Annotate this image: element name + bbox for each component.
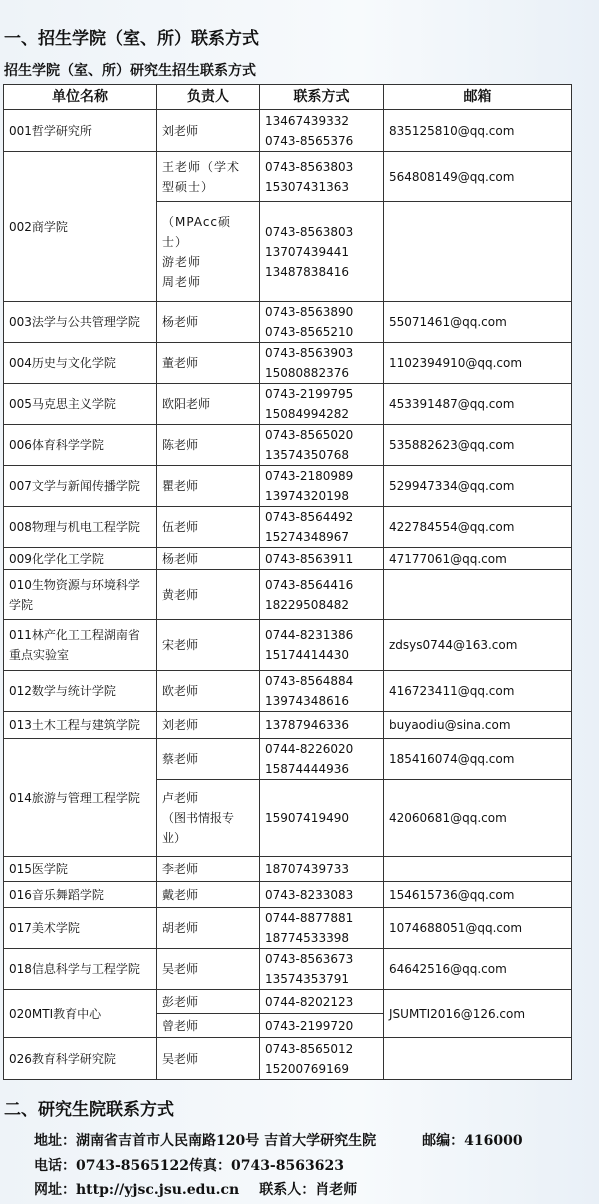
person-line: （图书情报专 — [162, 811, 235, 825]
phone-line: 0743-8563673 — [265, 952, 354, 966]
phone-line: 0743-8563911 — [265, 551, 354, 566]
person-line: 业） — [162, 831, 187, 845]
phone-line: 13574353791 — [265, 972, 349, 986]
phone-line: 15200769169 — [265, 1061, 349, 1076]
table-row — [4, 302, 572, 343]
table-row — [4, 384, 572, 425]
phone-cell — [260, 466, 384, 507]
email-cell[interactable]: 47177061@qq.com — [384, 548, 572, 570]
person-line: 欧老师 — [162, 684, 199, 698]
phone-line: 0743-8565210 — [265, 325, 354, 339]
email-cell[interactable]: 416723411@qq.com — [384, 671, 572, 712]
phone-line: 13974348616 — [265, 694, 349, 708]
phone-line: 13707439441 — [265, 244, 349, 259]
postcode-value: 416000 — [464, 1133, 523, 1149]
email-cell[interactable]: 42060681@qq.com — [384, 780, 572, 857]
phone-line: 18707439733 — [265, 862, 349, 876]
person-line: 游老师 — [162, 254, 202, 269]
unit-name-cell: 020MTI教育中心 — [4, 990, 157, 1038]
postcode-label: 邮编： — [422, 1133, 465, 1149]
table-row — [4, 466, 572, 507]
email-cell[interactable]: 535882623@qq.com — [384, 425, 572, 466]
table-row — [4, 548, 572, 570]
person-line: （MPAcc硕 — [162, 214, 232, 229]
phone-line: 0743-8565012 — [265, 1041, 354, 1056]
header-email: 邮箱 — [384, 85, 572, 110]
phone-line: 15174414430 — [265, 648, 349, 662]
phone-cell — [260, 343, 384, 384]
email-cell[interactable]: 835125810@qq.com — [384, 110, 572, 152]
person-line: 杨老师 — [162, 315, 199, 329]
person-line: 彭老师 — [162, 994, 199, 1009]
person-cell — [157, 1038, 260, 1080]
person-cell — [157, 110, 260, 152]
phone-line: 0744-8202123 — [265, 994, 354, 1009]
phone-line: 18774533398 — [265, 931, 349, 945]
person-line: 士） — [162, 234, 189, 249]
table-header-row — [4, 85, 572, 110]
phone-cell — [260, 908, 384, 949]
table-row — [4, 343, 572, 384]
unit-name-cell: 004历史与文化学院 — [4, 343, 157, 384]
table-row — [4, 671, 572, 712]
table-row — [4, 739, 572, 780]
person-cell — [157, 507, 260, 548]
unit-name-cell: 016音乐舞蹈学院 — [4, 882, 157, 908]
unit-name-cell: 018信息科学与工程学院 — [4, 949, 157, 990]
email-cell[interactable]: 422784554@qq.com — [384, 507, 572, 548]
phone-line: 0743-2180989 — [265, 469, 354, 483]
phone-line: 0743-8233083 — [265, 887, 354, 902]
person-cell — [157, 908, 260, 949]
phone-line: 0743-2199795 — [265, 387, 354, 401]
phone-value: 0743-8565122 — [76, 1158, 189, 1174]
email-cell[interactable]: 64642516@qq.com — [384, 949, 572, 990]
person-line: 陈老师 — [162, 438, 199, 452]
table-row — [4, 425, 572, 466]
person-line: 黄老师 — [162, 587, 199, 602]
phone-line — [34, 1155, 344, 1175]
unit-name-cell: 014旅游与管理工程学院 — [4, 739, 157, 857]
person-cell — [157, 548, 260, 570]
person-line: 伍老师 — [162, 520, 199, 534]
person-line: 欧阳老师 — [162, 397, 211, 411]
email-cell[interactable]: zdsys0744@163.com — [384, 620, 572, 671]
person-line: 胡老师 — [162, 921, 199, 935]
phone-line: 15080882376 — [265, 366, 349, 380]
email-cell[interactable]: 564808149@qq.com — [384, 152, 572, 202]
contact-value: 肖老师 — [315, 1182, 358, 1198]
phone-line: 13974320198 — [265, 489, 349, 503]
phone-line: 0743-2199720 — [265, 1018, 354, 1033]
phone-cell — [260, 152, 384, 202]
header-person: 负责人 — [157, 85, 260, 110]
person-line: 戴老师 — [162, 887, 199, 902]
fax-label: 传真： — [188, 1158, 231, 1174]
contact-label: 联系人： — [259, 1182, 316, 1198]
person-line: 吴老师 — [162, 962, 199, 976]
email-cell[interactable]: 453391487@qq.com — [384, 384, 572, 425]
table-row — [4, 857, 572, 882]
phone-line: 0743-8565020 — [265, 428, 354, 442]
person-cell — [157, 620, 260, 671]
person-cell — [157, 152, 260, 202]
phone-cell — [260, 712, 384, 739]
person-line: 蔡老师 — [162, 752, 199, 766]
phone-cell — [260, 620, 384, 671]
website-line — [34, 1179, 357, 1199]
phone-line: 15084994282 — [265, 407, 349, 421]
table-row — [4, 570, 572, 620]
email-cell[interactable]: 185416074@qq.com — [384, 739, 572, 780]
table-row — [4, 507, 572, 548]
phone-cell — [260, 990, 384, 1014]
table-row — [4, 990, 572, 1014]
person-line: 杨老师 — [162, 551, 199, 566]
phone-line: 15307431363 — [265, 179, 349, 194]
phone-cell — [260, 507, 384, 548]
address-label: 地址： — [34, 1133, 76, 1149]
table-row — [4, 152, 572, 202]
unit-name-cell: 013土木工程与建筑学院 — [4, 712, 157, 739]
unit-name-cell: 015医学院 — [4, 857, 157, 882]
person-line: 周老师 — [162, 274, 202, 289]
header-unit: 单位名称 — [4, 85, 157, 110]
email-cell[interactable]: 529947334@qq.com — [384, 466, 572, 507]
email-cell[interactable]: 154615736@qq.com — [384, 882, 572, 908]
unit-name-cell: 009化学化工学院 — [4, 548, 157, 570]
unit-name-cell: 012数学与统计学院 — [4, 671, 157, 712]
phone-cell — [260, 570, 384, 620]
person-cell — [157, 671, 260, 712]
table-title: 招生学院（室、所）研究生招生联系方式 — [4, 63, 256, 79]
email-cell — [384, 202, 572, 302]
phone-line: 15907419490 — [265, 811, 349, 825]
phone-line: 0743-8565376 — [265, 133, 354, 148]
person-cell — [157, 882, 260, 908]
phone-line: 0743-8564884 — [265, 674, 354, 688]
phone-line: 0743-8563803 — [265, 224, 354, 239]
phone-line: 0743-8564416 — [265, 577, 354, 592]
unit-name-cell: 017美术学院 — [4, 908, 157, 949]
person-cell — [157, 712, 260, 739]
phone-line: 0744-8226020 — [265, 742, 354, 756]
person-cell — [157, 780, 260, 857]
phone-line: 13787946336 — [265, 718, 349, 732]
table-row — [4, 620, 572, 671]
phone-cell — [260, 857, 384, 882]
person-cell — [157, 570, 260, 620]
email-cell[interactable]: 55071461@qq.com — [384, 302, 572, 343]
phone-line: 0744-8877881 — [265, 911, 354, 925]
phone-cell — [260, 425, 384, 466]
person-line: 董老师 — [162, 356, 199, 370]
phone-cell — [260, 110, 384, 152]
phone-cell — [260, 780, 384, 857]
person-cell — [157, 466, 260, 507]
address-line — [34, 1130, 523, 1150]
phone-cell — [260, 949, 384, 990]
person-cell — [157, 425, 260, 466]
phone-line: 13487838416 — [265, 264, 349, 279]
unit-name-cell: 008物理与机电工程学院 — [4, 507, 157, 548]
unit-name-cell: 003法学与公共管理学院 — [4, 302, 157, 343]
person-cell — [157, 990, 260, 1014]
phone-line: 13574350768 — [265, 448, 349, 462]
section-1-title: 一、招生学院（室、所）联系方式 — [4, 29, 259, 49]
table-row — [4, 949, 572, 990]
person-cell — [157, 739, 260, 780]
email-cell[interactable]: JSUMTI2016@126.com — [384, 990, 572, 1038]
phone-cell — [260, 548, 384, 570]
person-line: 刘老师 — [162, 718, 199, 732]
phone-cell — [260, 1014, 384, 1038]
phone-line: 18229508482 — [265, 597, 349, 612]
unit-name-cell: 026教育科学研究院 — [4, 1038, 157, 1080]
person-line: 吴老师 — [162, 1051, 199, 1066]
phone-cell — [260, 739, 384, 780]
table-row — [4, 1038, 572, 1080]
website-label: 网址： — [34, 1182, 76, 1198]
table-row — [4, 882, 572, 908]
person-cell — [157, 384, 260, 425]
phone-line: 0744-8231386 — [265, 628, 354, 642]
phone-cell — [260, 384, 384, 425]
table-row — [4, 110, 572, 152]
contacts-table — [3, 84, 572, 1080]
phone-cell — [260, 671, 384, 712]
person-line: 李老师 — [162, 862, 199, 876]
header-phone: 联系方式 — [260, 85, 384, 110]
phone-cell — [260, 882, 384, 908]
section-2-title: 二、研究生院联系方式 — [4, 1100, 174, 1120]
person-line: 型硕士） — [162, 179, 215, 194]
person-line: 宋老师 — [162, 638, 199, 652]
person-cell — [157, 857, 260, 882]
unit-name-cell: 005马克思主义学院 — [4, 384, 157, 425]
person-line: 曾老师 — [162, 1018, 199, 1033]
person-cell — [157, 343, 260, 384]
phone-line: 15274348967 — [265, 530, 349, 544]
table-row — [4, 908, 572, 949]
person-cell — [157, 202, 260, 302]
unit-name-cell: 006体育科学学院 — [4, 425, 157, 466]
unit-name-cell: 002商学院 — [4, 152, 157, 302]
table-row — [4, 712, 572, 739]
email-cell — [384, 1038, 572, 1080]
email-cell — [384, 857, 572, 882]
phone-line: 13467439332 — [265, 113, 349, 128]
phone-line: 15874444936 — [265, 762, 349, 776]
unit-name-cell: 011林产化工工程湖南省重点实验室 — [4, 620, 157, 671]
email-cell — [384, 570, 572, 620]
phone-line: 0743-8563803 — [265, 159, 354, 174]
person-line: 卢老师 — [162, 791, 199, 805]
unit-name-cell: 001哲学研究所 — [4, 110, 157, 152]
phone-cell — [260, 1038, 384, 1080]
phone-cell — [260, 302, 384, 343]
person-line: 瞿老师 — [162, 479, 199, 493]
person-cell — [157, 1014, 260, 1038]
address-value: 湖南省吉首市人民南路120号 吉首大学研究生院 — [76, 1133, 377, 1149]
fax-value: 0743-8563623 — [230, 1158, 344, 1174]
person-line: 刘老师 — [162, 123, 199, 138]
email-cell[interactable]: buyaodiu@sina.com — [384, 712, 572, 739]
person-line: 王老师（学术 — [162, 159, 241, 174]
email-cell[interactable]: 1102394910@qq.com — [384, 343, 572, 384]
table-body — [4, 110, 572, 1080]
unit-name-cell: 007文学与新闻传播学院 — [4, 466, 157, 507]
person-cell — [157, 949, 260, 990]
email-cell[interactable]: 1074688051@qq.com — [384, 908, 572, 949]
website-link[interactable]: http://yjsc.jsu.edu.cn — [76, 1182, 240, 1198]
unit-name-cell: 010生物资源与环境科学学院 — [4, 570, 157, 620]
phone-line: 0743-8564492 — [265, 510, 354, 524]
phone-line: 0743-8563890 — [265, 305, 354, 319]
phone-line: 0743-8563903 — [265, 346, 354, 360]
phone-cell — [260, 202, 384, 302]
phone-label: 电话： — [34, 1158, 76, 1174]
person-cell — [157, 302, 260, 343]
